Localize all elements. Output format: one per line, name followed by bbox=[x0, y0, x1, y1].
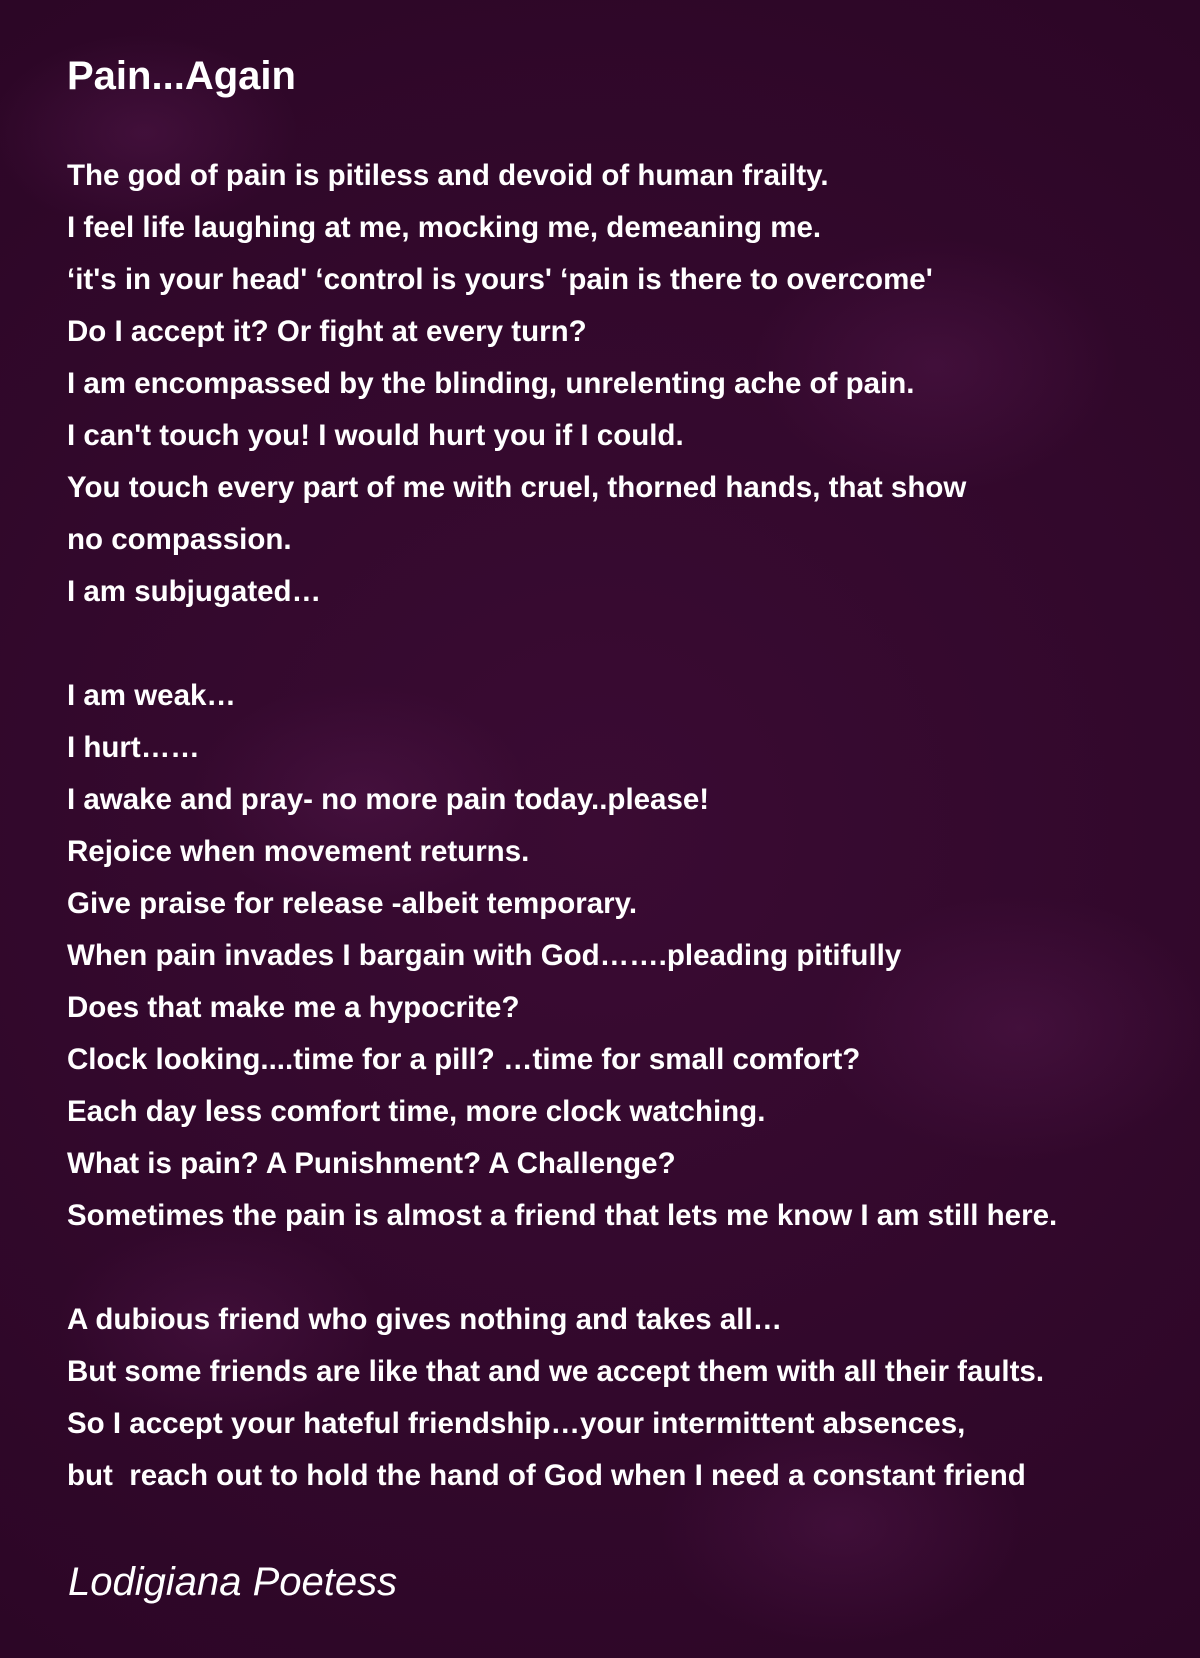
poem-line: A dubious friend who gives nothing and takes all… bbox=[67, 1303, 783, 1336]
poem-line: I feel life laughing at me, mocking me, demeaning me. bbox=[67, 211, 822, 244]
poem-body bbox=[67, 150, 1187, 1502]
stanza-break bbox=[67, 1242, 1187, 1294]
poem-line: When pain invades I bargain with God…….pleading pitifully bbox=[67, 939, 902, 972]
poem-line: no compassion. bbox=[67, 523, 292, 556]
poem-line: I can't touch you! I would hurt you if I could. bbox=[67, 419, 684, 452]
poem-line: You touch every part of me with cruel, thorned hands, that show bbox=[67, 471, 967, 504]
poem-line: I am subjugated… bbox=[67, 575, 322, 608]
stanza-break bbox=[67, 618, 1187, 670]
poem-line: Each day less comfort time, more clock watching. bbox=[67, 1095, 766, 1128]
poem-line: Does that make me a hypocrite? bbox=[67, 991, 520, 1024]
poem-title: Pain...Again bbox=[67, 54, 296, 98]
poem-line: What is pain? A Punishment? A Challenge? bbox=[67, 1147, 676, 1180]
poem-line: I awake and pray- no more pain today..please! bbox=[67, 783, 710, 816]
poem-line: Clock looking....time for a pill? …time for small comfort? bbox=[67, 1043, 861, 1076]
poem-line: but reach out to hold the hand of God when I need a constant friend bbox=[67, 1459, 1026, 1492]
poem-line: So I accept your hateful friendship…your intermittent absences, bbox=[67, 1407, 966, 1440]
poem-line: Sometimes the pain is almost a friend that lets me know I am still here. bbox=[67, 1199, 1058, 1232]
poem-line: I am weak… bbox=[67, 679, 236, 712]
poem-line: I am encompassed by the blinding, unrelenting ache of pain. bbox=[67, 367, 915, 400]
poem-line: Rejoice when movement returns. bbox=[67, 835, 530, 868]
poem-line: The god of pain is pitiless and devoid of human frailty. bbox=[67, 159, 829, 192]
poem-line: Do I accept it? Or fight at every turn? bbox=[67, 315, 587, 348]
poem-line: I hurt…… bbox=[67, 731, 200, 764]
poem-line: ‘it's in your head' ‘control is yours' ‘pain is there to overcome' bbox=[67, 263, 933, 296]
poem-line: But some friends are like that and we accept them with all their faults. bbox=[67, 1355, 1045, 1388]
poem-line: Give praise for release -albeit temporary. bbox=[67, 887, 638, 920]
poem-author: Lodigiana Poetess bbox=[68, 1560, 398, 1604]
